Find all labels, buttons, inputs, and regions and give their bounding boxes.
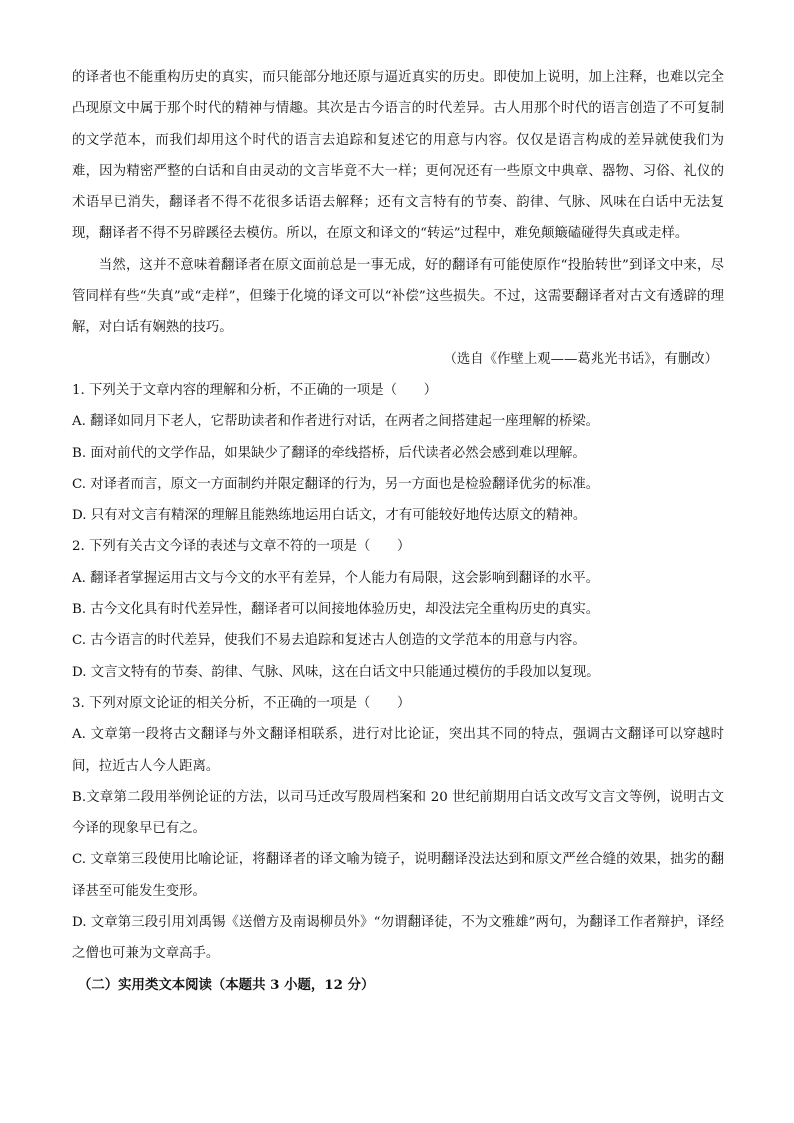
question-option-a: A. 文章第一段将古文翻译与外文翻译相联系，进行对比论证，突出其不同的特点，强调古文翻译可以穿越时间，拉近古人今人距离。 <box>72 727 724 774</box>
question-option-b: B. 面对前代的文学作品，如果缺少了翻译的牵线搭桥，后代读者必然会感到难以理解。 <box>72 445 586 461</box>
question-option-b: B.文章第二段用举例论证的方法，以司马迁改写殷周档案和 20 世纪前期用白话文改写文言文等例，说明古文今译的现象早已有之。 <box>72 789 724 837</box>
question-option-b: B. 古今文化具有时代差异性，翻译者可以间接地体验历史，却没法完全重构历史的真实。 <box>72 602 600 618</box>
question-2 <box>72 531 724 687</box>
question-option-d: D. 文言文特有的节奏、韵律、气脉、风味，这在白话文中只能通过模仿的手段加以复现。 <box>72 664 600 680</box>
passage-paragraph-1: 的译者也不能重构历史的真实，而只能部分地还原与逼近真实的历史。即使加上说明，加上注释，也难以完全凸现原文中属于那个时代的精神与情趣。其次是古今语言的时代差异。古人用那个时代的语言创造了不可复制的文学范本，而我们却用这个时代的语言去追踪和复述它的用意与内容。仅仅是语言构成的差异就使我们为难，因为精密严整的白话和自由灵动的文言毕竟不大一样；更何况还有一些原文中典章、器物、习俗、礼仪的术语早已消失，翻译者不得不花很多话语去解释；还有文言特有的节奏、韵律、气脉、风味在白话中无法复现，翻译者不得不另辟蹊径去模仿。所以，在原文和译文的“转运”过程中，难免颠簸磕碰得失真或走样。 <box>72 70 724 242</box>
question-option-a: A. 翻译如同月下老人，它帮助读者和作者进行对话，在两者之间搭建起一座理解的桥梁。 <box>72 414 600 430</box>
document-page <box>72 62 724 1001</box>
passage-source: （选自《作壁上观——葛兆光书话》，有删改） <box>443 351 718 367</box>
question-option-d: D. 文章第三段引用刘禹锡《送僧方及南谒柳员外》“勿谓翻译徒，不为文雅雄”两句，为翻译工作者辩护，译经之僧也可兼为文章高手。 <box>72 915 724 962</box>
question-option-c: C. 古今语言的时代差异，使我们不易去追踪和复述古人创造的文学范本的用意与内容。 <box>72 633 586 649</box>
question-stem: 3. 下列对原文论证的相关分析，不正确的一项是（ ） <box>72 695 411 711</box>
question-3 <box>72 688 724 970</box>
question-option-a: A. 翻译者掌握运用古文与今文的水平有差异，个人能力有局限，这会影响到翻译的水平。 <box>72 570 600 586</box>
question-stem: 2. 下列有关古文今译的表述与文章不符的一项是（ ） <box>72 539 411 555</box>
question-stem: 1. 下列关于文章内容的理解和分析，不正确的一项是（ ） <box>72 382 438 398</box>
passage-paragraph-2: 当然，这并不意味着翻译者在原文面前总是一事无成，好的翻译有可能使原作“投胎转世”到译文中来，尽管同样有些“失真”或“走样”，但臻于化境的译文可以“补偿”这些损失。不过，这需要翻译者对古文有透辟的理解，对白话有娴熟的技巧。 <box>72 257 724 336</box>
question-option-c: C. 对译者而言，原文一方面制约并限定翻译的行为，另一方面也是检验翻译优劣的标准。 <box>72 476 600 492</box>
section-heading: （二）实用类文本阅读（本题共 3 小题，12 分） <box>78 976 375 993</box>
question-option-d: D. 只有对文言有精深的理解且能熟练地运用白话文，才有可能较好地传达原文的精神。 <box>72 508 587 524</box>
question-1 <box>72 375 724 531</box>
question-option-c: C. 文章第三段使用比喻论证，将翻译者的译文喻为镜子，说明翻译没法达到和原文严丝合缝的效果，拙劣的翻译甚至可能发生变形。 <box>72 852 724 899</box>
